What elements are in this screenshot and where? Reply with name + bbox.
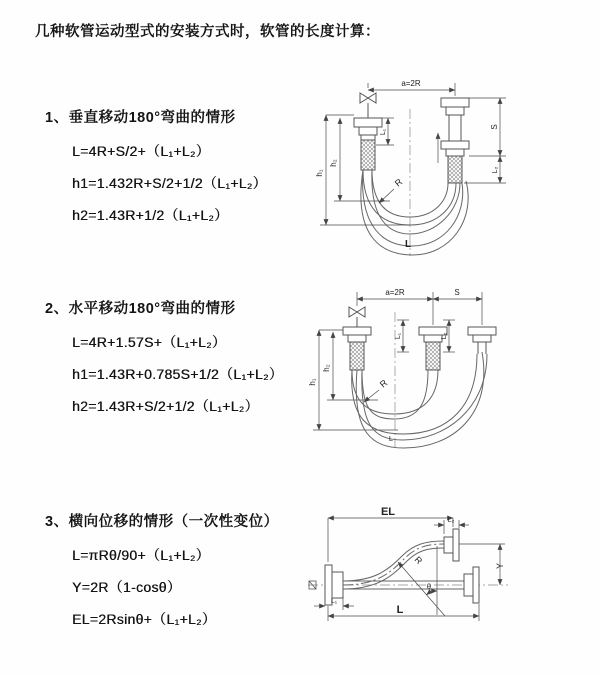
diagram-horizontal-180-bend <box>303 282 600 457</box>
label-R: R <box>412 554 425 567</box>
formula-L: L=4R+S/2+（L₁+L₂） <box>72 143 210 159</box>
label-R: R <box>392 176 405 189</box>
label-R: R <box>377 377 390 390</box>
label-L2: L₂ <box>492 166 499 174</box>
radius-leader <box>364 377 390 402</box>
flange-right <box>464 567 479 603</box>
label-h1: h₁ <box>308 378 317 386</box>
formula-h1: h1=1.432R+S/2+1/2（L₁+L₂） <box>72 175 267 191</box>
label-L2: L₂ <box>447 517 455 524</box>
valve-icon <box>360 93 376 118</box>
formula-L: L=4R+1.57S+（L₁+L₂） <box>72 334 227 350</box>
hose-end-fitting-right <box>441 98 469 183</box>
label-a2R: a=2R <box>385 288 405 297</box>
label-L1: L₁ <box>330 598 338 605</box>
diagram-vertical-180-bend <box>310 63 600 263</box>
dim-S <box>433 288 482 325</box>
formula-L: L=πRθ/90+（L₁+L₂） <box>72 547 210 563</box>
formula-h2: h2=1.43R+S/2+1/2（L₁+L₂） <box>72 398 259 414</box>
diagram-lateral-displacement <box>300 500 600 655</box>
dim-L2 <box>441 320 455 352</box>
label-theta: θ <box>426 582 432 591</box>
label-a2R: a=2R <box>401 79 421 88</box>
hose-end-fitting-left <box>354 118 382 170</box>
formula-Y: Y=2R（1-cosθ） <box>72 579 182 595</box>
dim-L2 <box>434 517 469 534</box>
section-1-heading: 1、垂直移动180°弯曲的情形 <box>45 110 236 126</box>
formula-EL: EL=2Rsinθ+（L₁+L₂） <box>72 611 217 627</box>
label-S: S <box>454 288 460 297</box>
label-L: L <box>404 239 412 250</box>
page-title: 几种软管运动型式的安装方式时，软管的长度计算： <box>35 24 380 40</box>
label-S: S <box>490 124 499 130</box>
dim-a2R <box>368 79 455 96</box>
hose-end-fitting-right <box>468 327 496 354</box>
flange-upper <box>444 529 459 561</box>
label-L: L <box>396 604 404 616</box>
section-3-heading: 3、横向位移的情形（一次性变位） <box>45 514 279 530</box>
label-L2: L₂ <box>441 332 448 340</box>
label-L: L <box>388 434 394 443</box>
valve-icon <box>349 307 365 327</box>
dim-L1 <box>395 320 409 352</box>
section-2-heading: 2、水平移动180°弯曲的情形 <box>45 301 236 317</box>
dim-L1 <box>314 596 354 610</box>
formula-h1: h1=1.43R+0.785S+1/2（L₁+L₂） <box>72 366 283 382</box>
section-3 <box>45 510 315 635</box>
label-L1: L₁ <box>380 128 387 136</box>
label-Y: Y <box>495 562 505 570</box>
dim-L <box>328 604 479 621</box>
formula-h2: h2=1.43R+1/2（L₁+L₂） <box>72 207 229 223</box>
dim-S <box>469 98 506 156</box>
label-L1: L₁ <box>395 332 402 340</box>
label-h1: h₁ <box>315 169 324 177</box>
hose-end-fitting-left <box>343 327 371 370</box>
label-h2: h₂ <box>329 159 338 167</box>
label-h2: h₂ <box>322 364 331 372</box>
label-EL: EL <box>380 506 396 518</box>
dim-L2 <box>464 156 506 183</box>
section-2 <box>45 297 315 422</box>
dim-EL <box>328 506 453 562</box>
section-1 <box>45 106 315 231</box>
radius-leader <box>379 176 405 203</box>
